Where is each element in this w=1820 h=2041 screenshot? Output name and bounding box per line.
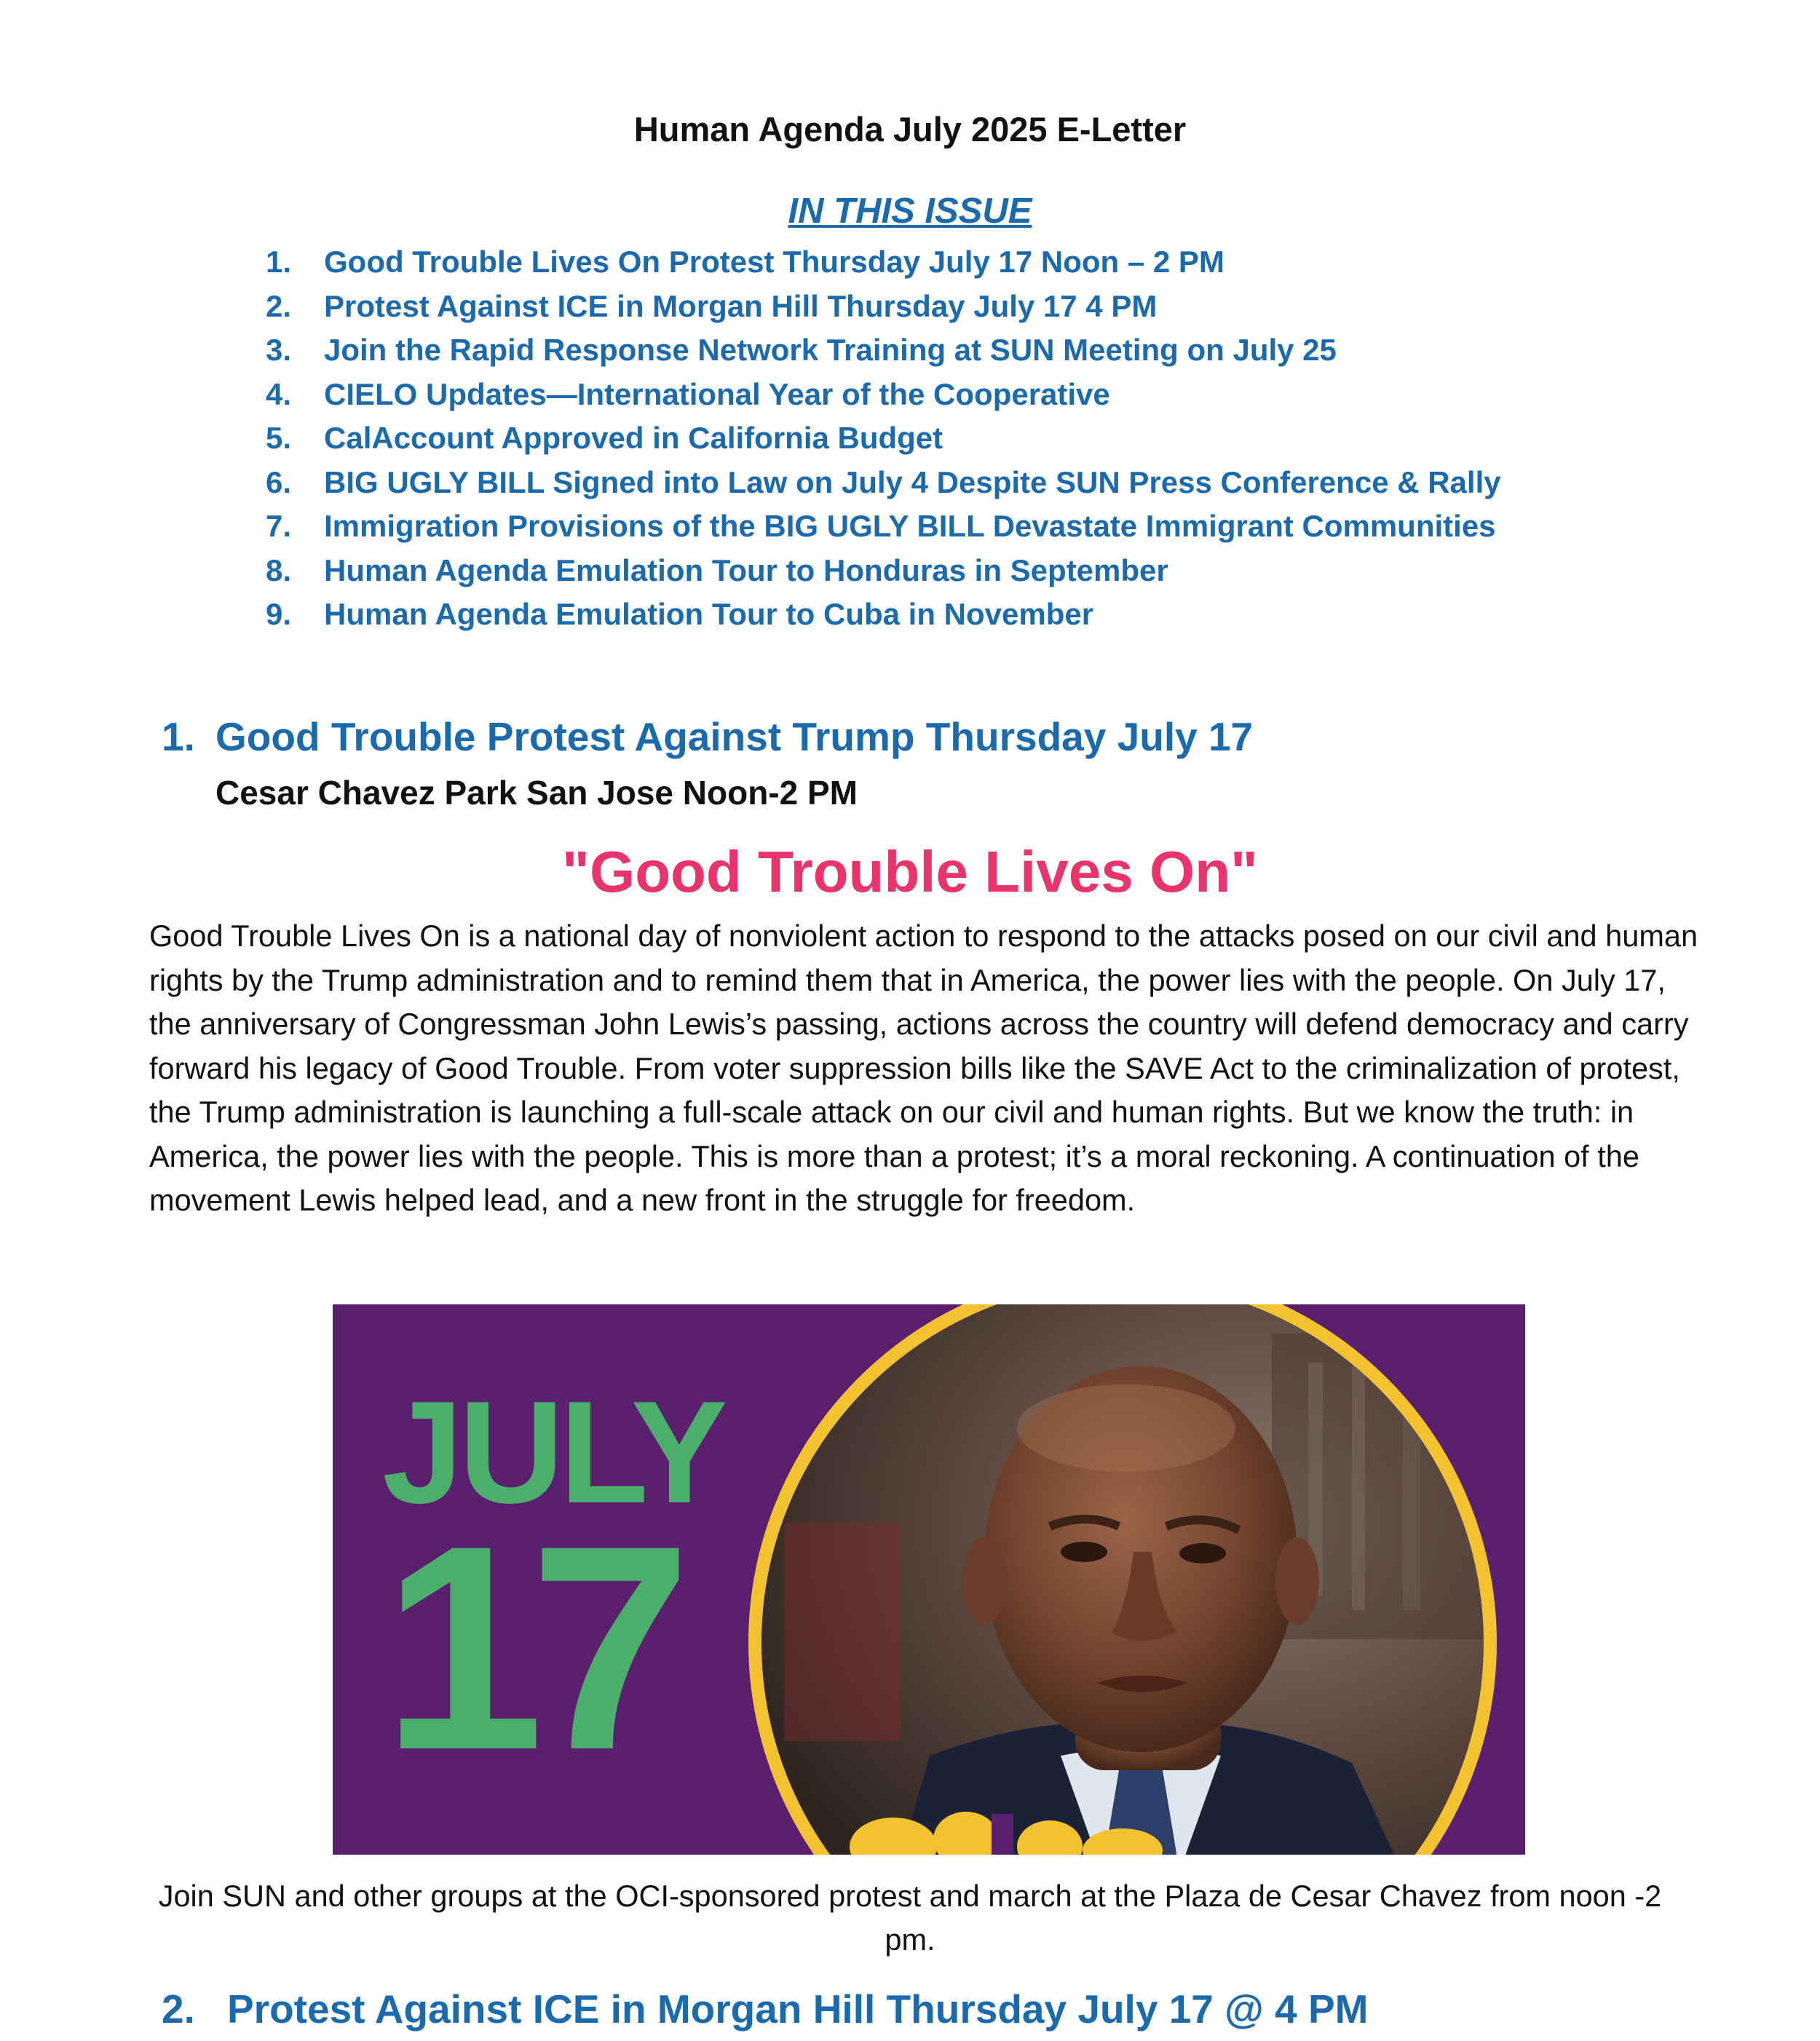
section-2-heading [162, 1986, 1368, 2032]
toc-link[interactable]: Good Trouble Lives On Protest Thursday July 17 Noon – 2 PM [324, 245, 1224, 279]
document-title: Human Agenda July 2025 E-Letter [633, 110, 1187, 148]
toc-item[interactable] [266, 593, 1501, 637]
toc-link[interactable]: Join the Rapid Response Network Training at SUN Meeting on July 25 [324, 333, 1337, 367]
poster-day: 17 [382, 1485, 677, 1810]
section-2-title: Protest Against ICE in Morgan Hill Thursday July 17 @ 4 PM [227, 1986, 1369, 2032]
toc-item[interactable] [266, 504, 1501, 549]
toc-number: 1. [266, 245, 292, 279]
july-17-john-lewis-image [333, 1304, 1525, 1855]
toc-number: 9. [266, 597, 292, 631]
toc-number: 4. [266, 376, 292, 411]
toc-link[interactable]: BIG UGLY BILL Signed into Law on July 4 Despite SUN Press Conference & Rally [324, 464, 1501, 499]
toc-item[interactable] [266, 240, 1501, 285]
section-2-number: 2. [162, 1986, 195, 2032]
toc-link[interactable]: Immigration Provisions of the BIG UGLY BILL Devastate Immigrant Communities [324, 509, 1496, 543]
section-1-paragraph: Good Trouble Lives On is a national day of nonviolent action to respond to the attacks posed on our civil and human rights by the Trump administration and to remind them that in America, the power lies with the people. On July 17, the anniversary of Congressman John Lewis’s passing, actions across the country will defend democracy and carry forward his legacy of Good Trouble. From voter suppression bills like the SAVE Act to the criminalization of protest, the Trump administration is launching a full-scale attack on our civil and human rights. But we know the truth: in America, the power lies with the people. This is more than a protest; it’s a moral reckoning. A continuation of the movement Lewis helped lead, and a new front in the struggle for freedom. [149, 919, 1698, 1217]
toc-number: 8. [266, 552, 292, 587]
toc-item[interactable] [266, 461, 1501, 505]
toc-item[interactable] [266, 373, 1501, 417]
section-1-body [149, 914, 1700, 1223]
section-1-number: 1. [162, 714, 195, 759]
section-1-heading [162, 713, 1253, 760]
in-this-issue-heading[interactable]: IN THIS ISSUE [788, 191, 1032, 231]
section-1-title: Good Trouble Protest Against Trump Thursday July 17 [215, 714, 1254, 759]
toc-item[interactable] [266, 328, 1501, 373]
toc-link[interactable]: Human Agenda Emulation Tour to Cuba in November [324, 597, 1094, 631]
toc-number: 7. [266, 509, 292, 543]
toc-link[interactable]: Human Agenda Emulation Tour to Honduras in September [324, 552, 1168, 587]
toc-item[interactable] [266, 285, 1501, 329]
poster-month: JULY [382, 1371, 724, 1534]
toc-link[interactable]: Protest Against ICE in Morgan Hill Thursday July 17 4 PM [324, 288, 1158, 323]
toc-number: 6. [266, 464, 292, 499]
good-trouble-headline: "Good Trouble Lives On" [562, 839, 1258, 904]
toc-link[interactable]: CalAccount Approved in California Budget [324, 421, 943, 455]
poster-graphic [333, 1304, 1525, 1855]
toc-item[interactable] [266, 416, 1501, 461]
toc-number: 5. [266, 421, 292, 455]
toc-link[interactable]: CIELO Updates—International Year of the Cooperative [324, 376, 1110, 411]
toc-item[interactable] [266, 549, 1501, 593]
table-of-contents [266, 240, 1501, 637]
image-caption: Join SUN and other groups at the OCI-sponsored protest and march at the Plaza de Cesar Chavez from noon -2 pm. [158, 1879, 1662, 1957]
toc-number: 2. [266, 288, 292, 323]
toc-number: 3. [266, 333, 292, 367]
section-1-subheading: Cesar Chavez Park San Jose Noon-2 PM [215, 774, 858, 812]
